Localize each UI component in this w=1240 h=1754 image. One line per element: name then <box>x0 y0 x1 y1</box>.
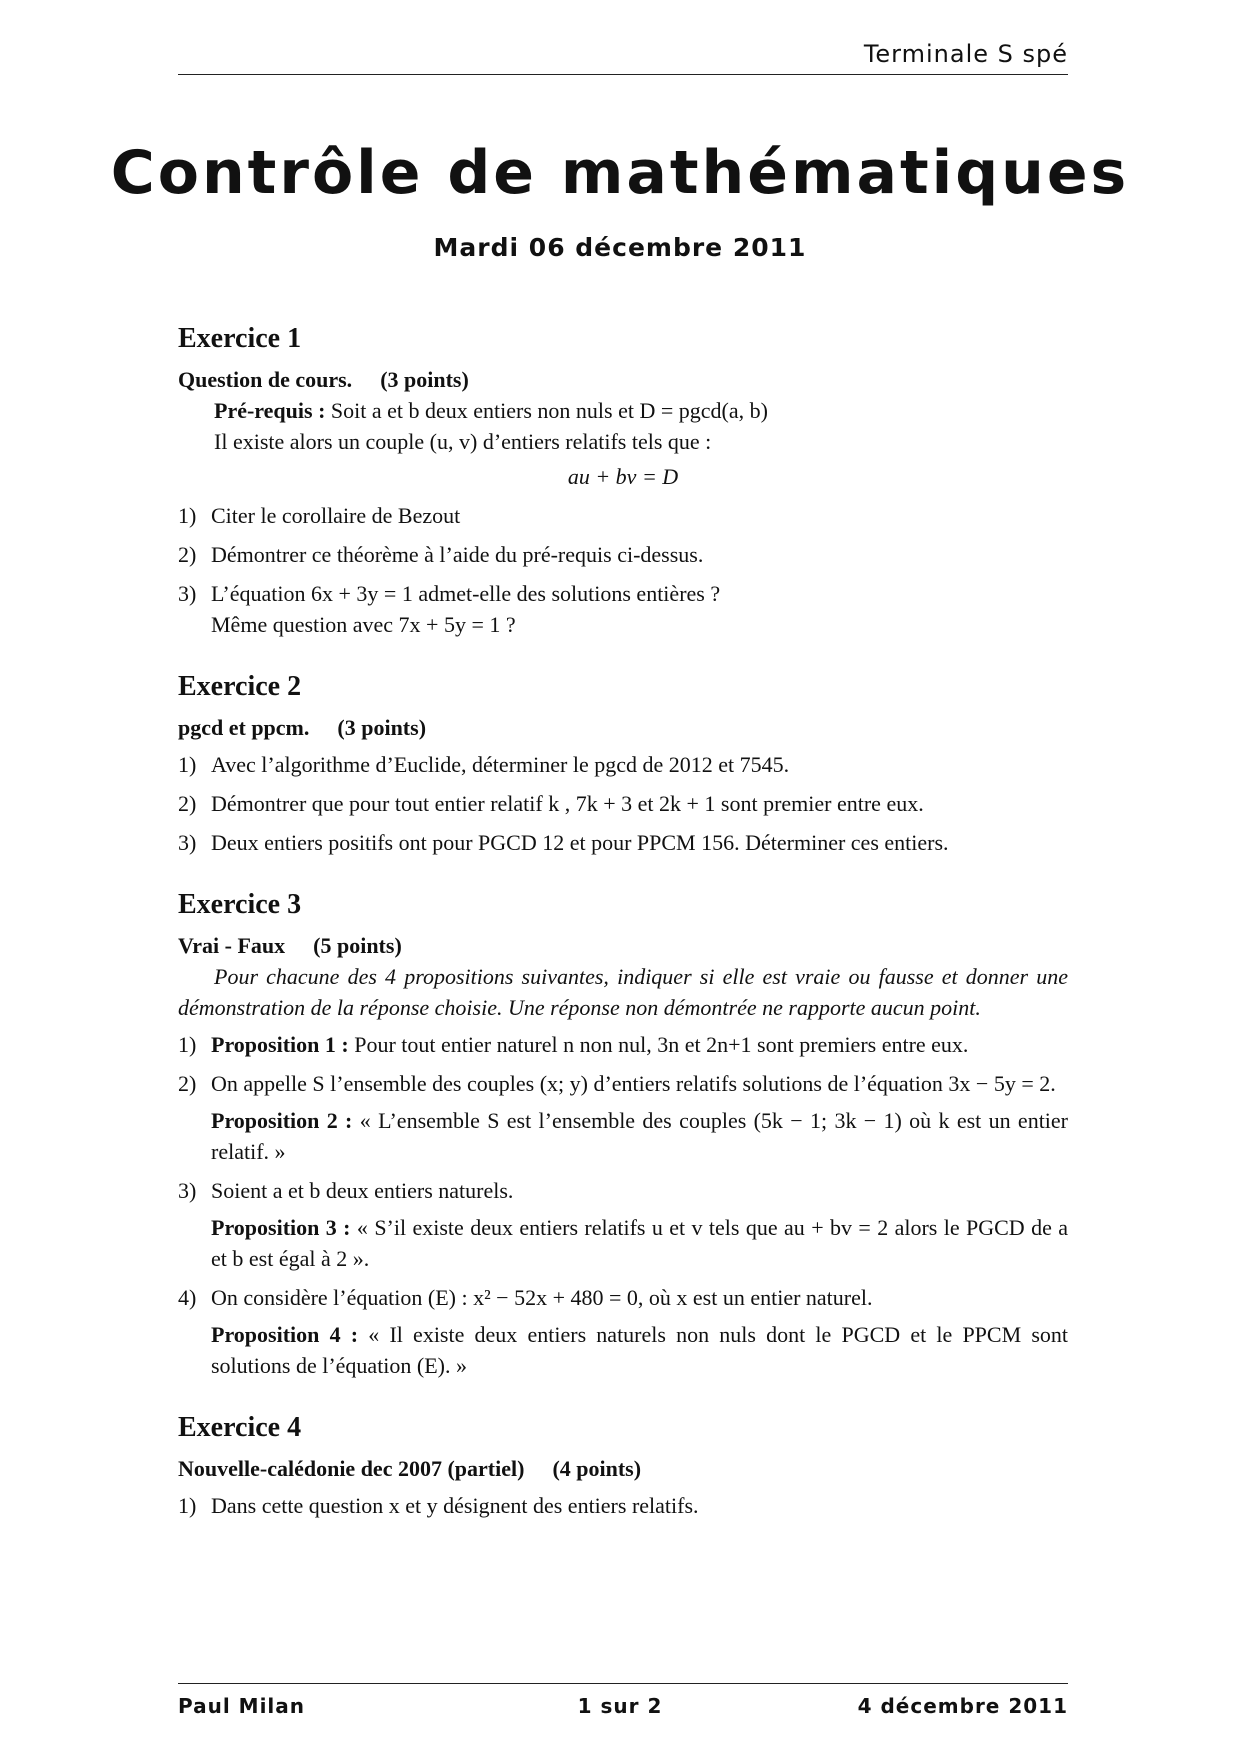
proposition-label: Proposition 3 : <box>211 1215 351 1240</box>
list-item <box>178 500 1068 531</box>
footer-page: 1 sur 2 <box>577 1694 663 1718</box>
header-rule <box>178 74 1068 75</box>
exercise-1 <box>178 322 1068 640</box>
exercise-2-points: (3 points) <box>337 715 427 740</box>
exercise-4-points: (4 points) <box>552 1456 642 1481</box>
exercise-3-points: (5 points) <box>313 933 402 958</box>
list-item <box>178 788 1068 819</box>
proposition-label: Proposition 1 : <box>211 1032 349 1057</box>
item-text: Démontrer que pour tout entier relatif k , 7k + 3 et 2k + 1 sont premier entre eux. <box>211 791 924 816</box>
page-title: Contrôle de mathématiques <box>110 138 1130 208</box>
exercise-1-list <box>178 500 1068 640</box>
proposition-text: « L’ensemble S est l’ensemble des couples (5k − 1; 3k − 1) où k est un entier relatif. » <box>211 1108 1069 1164</box>
list-item <box>178 1068 1068 1167</box>
exercise-3-list <box>178 1029 1068 1381</box>
exercise-1-points: (3 points) <box>380 367 469 392</box>
list-item <box>178 827 1068 858</box>
list-item <box>178 1282 1068 1381</box>
list-item <box>178 578 1068 640</box>
exercise-2-subtitle-text: pgcd et ppcm. <box>178 715 310 740</box>
item-text: On appelle S l’ensemble des couples (x; y) d’entiers relatifs solutions de l’équation 3x − 5y = 2. <box>211 1071 1056 1096</box>
item-text: On considère l’équation (E) : x² − 52x + 480 = 0, où x est un entier naturel. <box>211 1285 873 1310</box>
item-text: Pour tout entier naturel n non nul, 3n et 2n+1 sont premiers entre eux. <box>354 1032 969 1057</box>
proposition-label: Proposition 2 : <box>211 1108 353 1133</box>
exercise-2-list <box>178 749 1068 858</box>
proposition-text: « Il existe deux entiers naturels non nuls dont le PGCD et le PPCM sont solutions de l’équation (E). » <box>211 1322 1069 1378</box>
exercise-3 <box>178 888 1068 1381</box>
item-text: Citer le corollaire de Bezout <box>211 503 461 528</box>
item-number: 1) <box>178 1032 197 1057</box>
item-text: Deux entiers positifs ont pour PGCD 12 et pour PPCM 156. Déterminer ces entiers. <box>211 830 949 855</box>
list-item <box>178 539 1068 570</box>
exercise-4-heading: Exercice 4 <box>178 1412 302 1443</box>
item-text: Démontrer ce théorème à l’aide du pré-requis ci-dessus. <box>211 542 704 567</box>
list-item <box>178 1175 1068 1274</box>
item-number: 4) <box>178 1285 197 1310</box>
item-number: 3) <box>178 830 197 855</box>
proposition-text: « S’il existe deux entiers relatifs u et v tels que au + bv = 2 alors le PGCD de a et b est égal à 2 ». <box>211 1215 1069 1271</box>
item-text: Soient a et b deux entiers naturels. <box>211 1178 514 1203</box>
proposition-label: Proposition 4 : <box>211 1322 359 1347</box>
item-text: L’équation 6x + 3y = 1 admet-elle des solutions entières ? <box>211 581 721 606</box>
exercise-4-subtitle-text: Nouvelle-calédonie dec 2007 (partiel) <box>178 1456 525 1481</box>
item-number: 3) <box>178 1178 197 1203</box>
exercise-4 <box>178 1411 1068 1521</box>
item-number: 1) <box>178 1493 197 1518</box>
item-number: 2) <box>178 1071 197 1096</box>
exercise-2 <box>178 670 1068 858</box>
exam-date: Mardi 06 décembre 2011 <box>433 233 807 262</box>
exercise-4-list <box>178 1490 1068 1521</box>
item-number: 1) <box>178 752 197 777</box>
exercise-2-heading: Exercice 2 <box>178 671 302 702</box>
bezout-equation: au + bv = D <box>567 464 679 489</box>
prerequisite <box>178 395 1068 426</box>
item-text: Dans cette question x et y désignent des entiers relatifs. <box>211 1493 699 1518</box>
list-item <box>178 1490 1068 1521</box>
footer-date: 4 décembre 2011 <box>857 1694 1068 1718</box>
list-item <box>178 749 1068 780</box>
item-number: 2) <box>178 791 197 816</box>
exercise-1-subtitle-text: Question de cours. <box>178 367 353 392</box>
footer-rule <box>178 1683 1068 1684</box>
exercise-2-subtitle <box>178 712 1068 743</box>
item-number: 2) <box>178 542 197 567</box>
item-number: 1) <box>178 503 197 528</box>
exercise-3-intro: Pour chacune des 4 propositions suivantes, indiquer si elle est vraie ou fausse et donner une démonstration de la réponse choisie. Une réponse non démontrée ne rapporte aucun point. <box>178 964 1068 1020</box>
prereq-line1: Soit a et b deux entiers non nuls et D = pgcd(a, b) <box>330 398 768 423</box>
prereq-line2: Il existe alors un couple (u, v) d’entiers relatifs tels que : <box>214 429 712 454</box>
exercise-3-subtitle <box>178 930 1068 961</box>
footer-author: Paul Milan <box>178 1694 306 1718</box>
course-label: Terminale S spé <box>863 40 1068 68</box>
exercise-3-heading: Exercice 3 <box>178 889 302 920</box>
list-item <box>178 1029 1068 1060</box>
item-text: Avec l’algorithme d’Euclide, déterminer le pgcd de 2012 et 7545. <box>211 752 790 777</box>
exam-content <box>178 322 1068 1551</box>
exercise-1-subtitle <box>178 364 1068 395</box>
item-text-2: Même question avec 7x + 5y = 1 ? <box>211 612 516 637</box>
exercise-1-heading: Exercice 1 <box>178 323 302 354</box>
prereq-label: Pré-requis : <box>214 398 326 423</box>
item-number: 3) <box>178 581 197 606</box>
exercise-4-subtitle <box>178 1453 1068 1484</box>
exercise-3-subtitle-text: Vrai - Faux <box>178 933 286 958</box>
